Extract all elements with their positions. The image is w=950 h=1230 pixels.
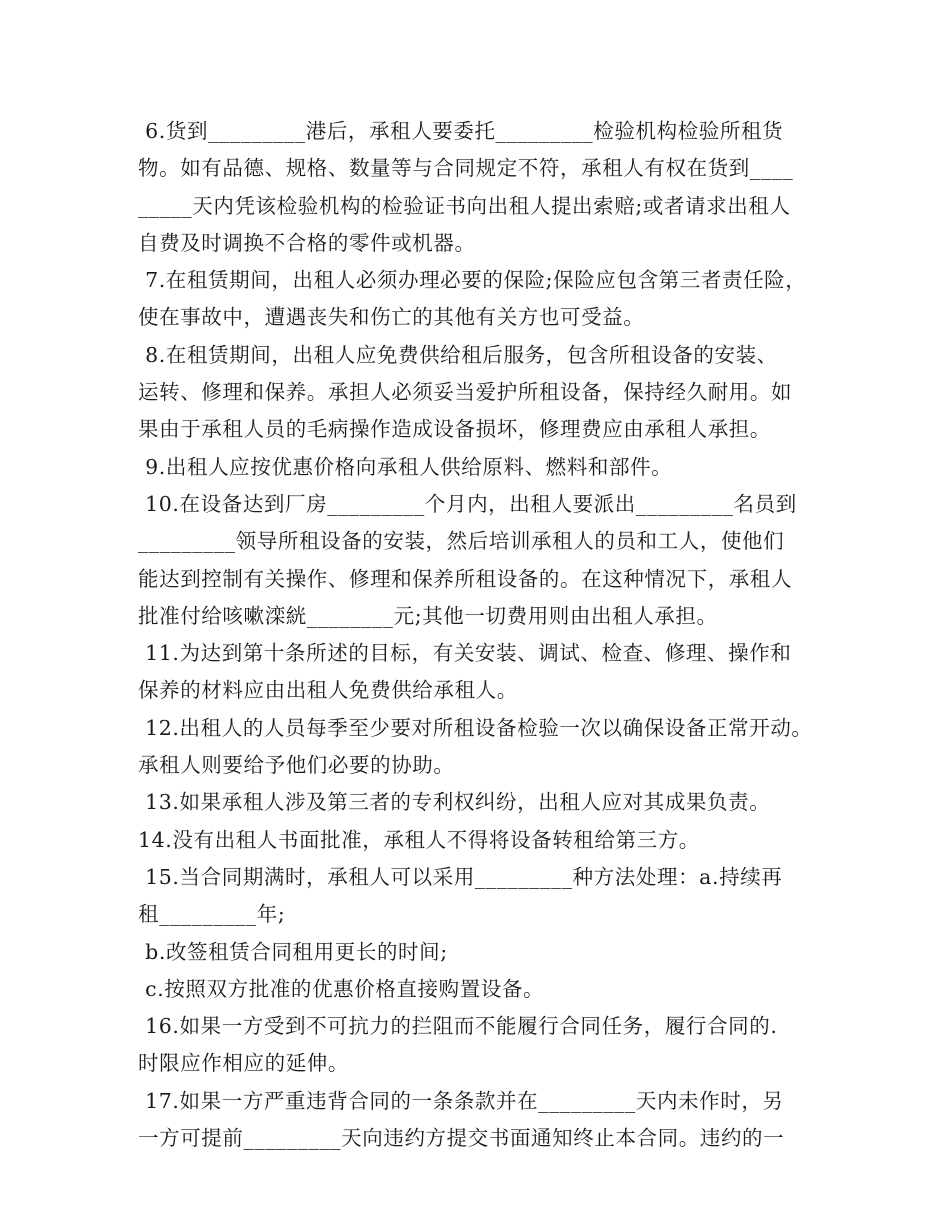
- text-line: 12.出租人的人员每季至少要对所租设备检验一次以确保设备正常开动。: [138, 715, 813, 740]
- text-line: 能达到控制有关操作、修理和保养所租设备的。在这种情况下，承租人: [138, 566, 793, 591]
- document-body: [138, 113, 828, 1157]
- text-line: 17.如果一方严重违背合同的一条条款并在_________天内未作时，另: [138, 1088, 784, 1113]
- text-line: 9.出租人应按优惠价格向承租人供给原料、燃料和部件。: [138, 454, 673, 479]
- text-line: 13.如果承租人涉及第三者的专利权纠纷，出租人应对其成果负责。: [138, 790, 771, 815]
- text-line: 运转、修理和保养。承担人必须妥当爱护所租设备，保持经久耐用。如: [138, 380, 793, 405]
- text-line: 自费及时调换不合格的零件或机器。: [138, 230, 476, 255]
- text-line: _________领导所租设备的安装，然后培训承租人的员和工人，使他们: [138, 529, 785, 554]
- text-line: 保养的材料应由出租人免费供给承租人。: [138, 678, 518, 703]
- text-line: 承租人则要给予他们必要的协助。: [138, 753, 455, 778]
- text-line: 批准付给咳嗽滦絖________元;其他一切费用则由出租人承担。: [138, 603, 718, 628]
- text-line: _____天内凭该检验机构的检验证书向出租人提出索赔;或者请求出租人: [138, 193, 791, 218]
- text-line: 时限应作相应的延伸。: [138, 1051, 349, 1076]
- text-line: 7.在租赁期间，出租人必须办理必要的保险;保险应包含第三者责任险，: [138, 268, 807, 293]
- text-line: b.改签租赁合同租用更长的时间;: [138, 939, 448, 964]
- text-line: 物。如有品德、规格、数量等与合同规定不符，承租人有权在货到____: [138, 156, 794, 181]
- text-line: 一方可提前_________天向违约方提交书面通知终止本合同。违约的一: [138, 1126, 785, 1151]
- text-line: 8.在租赁期间，出租人应免费供给租后服务，包含所租设备的安装、: [138, 342, 778, 367]
- text-line: 16.如果一方受到不可抗力的拦阻而不能履行合同任务，履行合同的.: [138, 1014, 778, 1039]
- text-line: c.按照双方批准的优惠价格直接购置设备。: [138, 976, 545, 1001]
- text-line: 使在事故中，遭遇丧失和伤亡的其他有关方也可受益。: [138, 305, 645, 330]
- text-line: 6.货到_________港后，承租人要委托_________检验机构检验所租货: [138, 119, 784, 143]
- text-line: 14.没有出租人书面批准，承租人不得将设备转租给第三方。: [138, 827, 700, 852]
- text-line: 11.为达到第十条所述的目标，有关安装、调试、检查、修理、操作和: [138, 641, 792, 666]
- text-line: 10.在设备达到厂房_________个月内，出租人要派出_________名员到: [138, 491, 797, 516]
- text-line: 15.当合同期满时，承租人可以采用_________种方法处理：a.持续再: [138, 864, 783, 889]
- text-line: 租_________年;: [138, 902, 286, 927]
- text-line: 果由于承租人员的毛病操作造成设备损坏，修理费应由承租人承担。: [138, 417, 771, 442]
